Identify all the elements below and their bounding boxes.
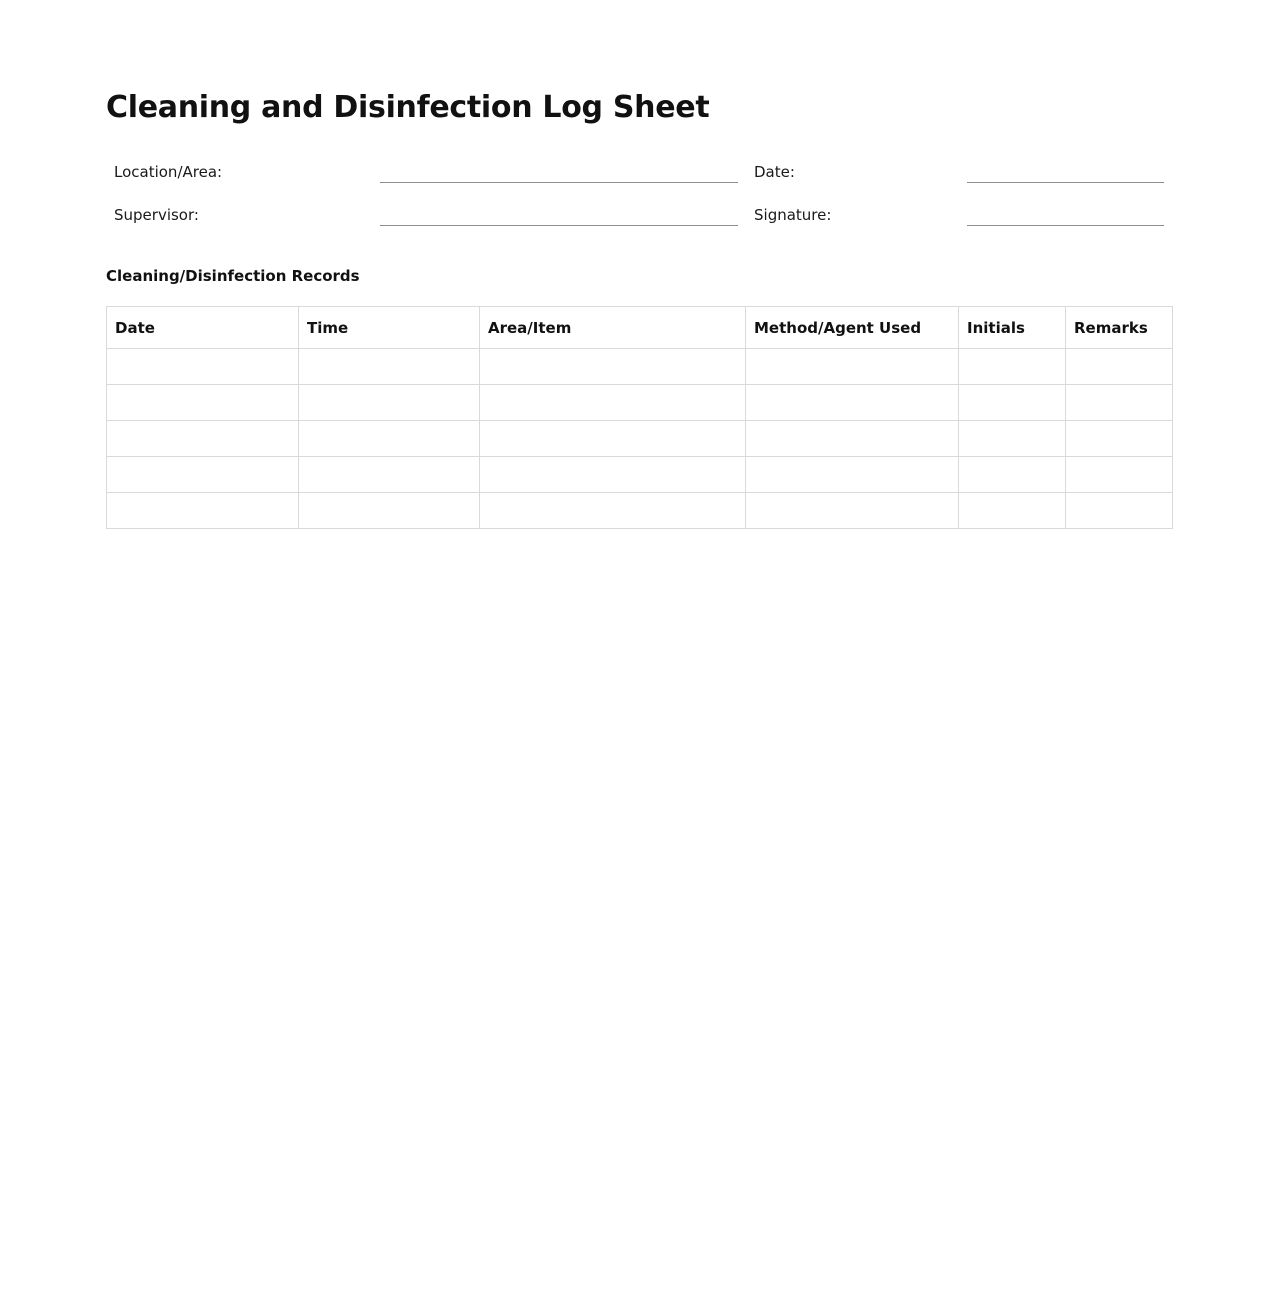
table-cell[interactable] [107, 493, 299, 529]
table-cell[interactable] [746, 385, 959, 421]
table-cell[interactable] [107, 385, 299, 421]
table-row [107, 457, 1173, 493]
table-cell[interactable] [959, 349, 1066, 385]
signature-label: Signature: [754, 206, 832, 224]
records-table [106, 306, 1173, 529]
table-cell[interactable] [107, 421, 299, 457]
table-row [107, 493, 1173, 529]
table-cell[interactable] [480, 457, 746, 493]
table-header-row [107, 307, 1173, 349]
table-cell[interactable] [480, 385, 746, 421]
table-cell[interactable] [299, 457, 480, 493]
signature-field[interactable] [967, 225, 1164, 226]
location-label: Location/Area: [114, 163, 223, 181]
column-header-initials: Initials [959, 307, 1066, 349]
date-field[interactable] [967, 182, 1164, 183]
table-cell[interactable] [959, 421, 1066, 457]
table-cell[interactable] [299, 385, 480, 421]
table-cell[interactable] [299, 493, 480, 529]
table-cell[interactable] [746, 457, 959, 493]
table-cell[interactable] [959, 457, 1066, 493]
table-cell[interactable] [746, 421, 959, 457]
location-field[interactable] [380, 182, 738, 183]
table-cell[interactable] [299, 349, 480, 385]
table-row [107, 421, 1173, 457]
table-cell[interactable] [299, 421, 480, 457]
supervisor-label: Supervisor: [114, 206, 199, 224]
table-cell[interactable] [959, 493, 1066, 529]
table-row [107, 385, 1173, 421]
supervisor-field[interactable] [380, 225, 738, 226]
date-label: Date: [754, 163, 795, 181]
column-header-method-agent: Method/Agent Used [746, 307, 959, 349]
table-cell[interactable] [959, 385, 1066, 421]
table-cell[interactable] [480, 349, 746, 385]
table-cell[interactable] [480, 421, 746, 457]
table-cell[interactable] [1066, 421, 1173, 457]
table-cell[interactable] [746, 493, 959, 529]
table-cell[interactable] [1066, 349, 1173, 385]
column-header-time: Time [299, 307, 480, 349]
table-cell[interactable] [1066, 457, 1173, 493]
table-cell[interactable] [107, 457, 299, 493]
column-header-remarks: Remarks [1066, 307, 1173, 349]
column-header-area-item: Area/Item [480, 307, 746, 349]
table-cell[interactable] [107, 349, 299, 385]
table-cell[interactable] [480, 493, 746, 529]
table-cell[interactable] [1066, 385, 1173, 421]
column-header-date: Date [107, 307, 299, 349]
table-cell[interactable] [1066, 493, 1173, 529]
page-title: Cleaning and Disinfection Log Sheet [106, 90, 710, 125]
records-section-title: Cleaning/Disinfection Records [106, 267, 360, 285]
table-cell[interactable] [746, 349, 959, 385]
table-row [107, 349, 1173, 385]
